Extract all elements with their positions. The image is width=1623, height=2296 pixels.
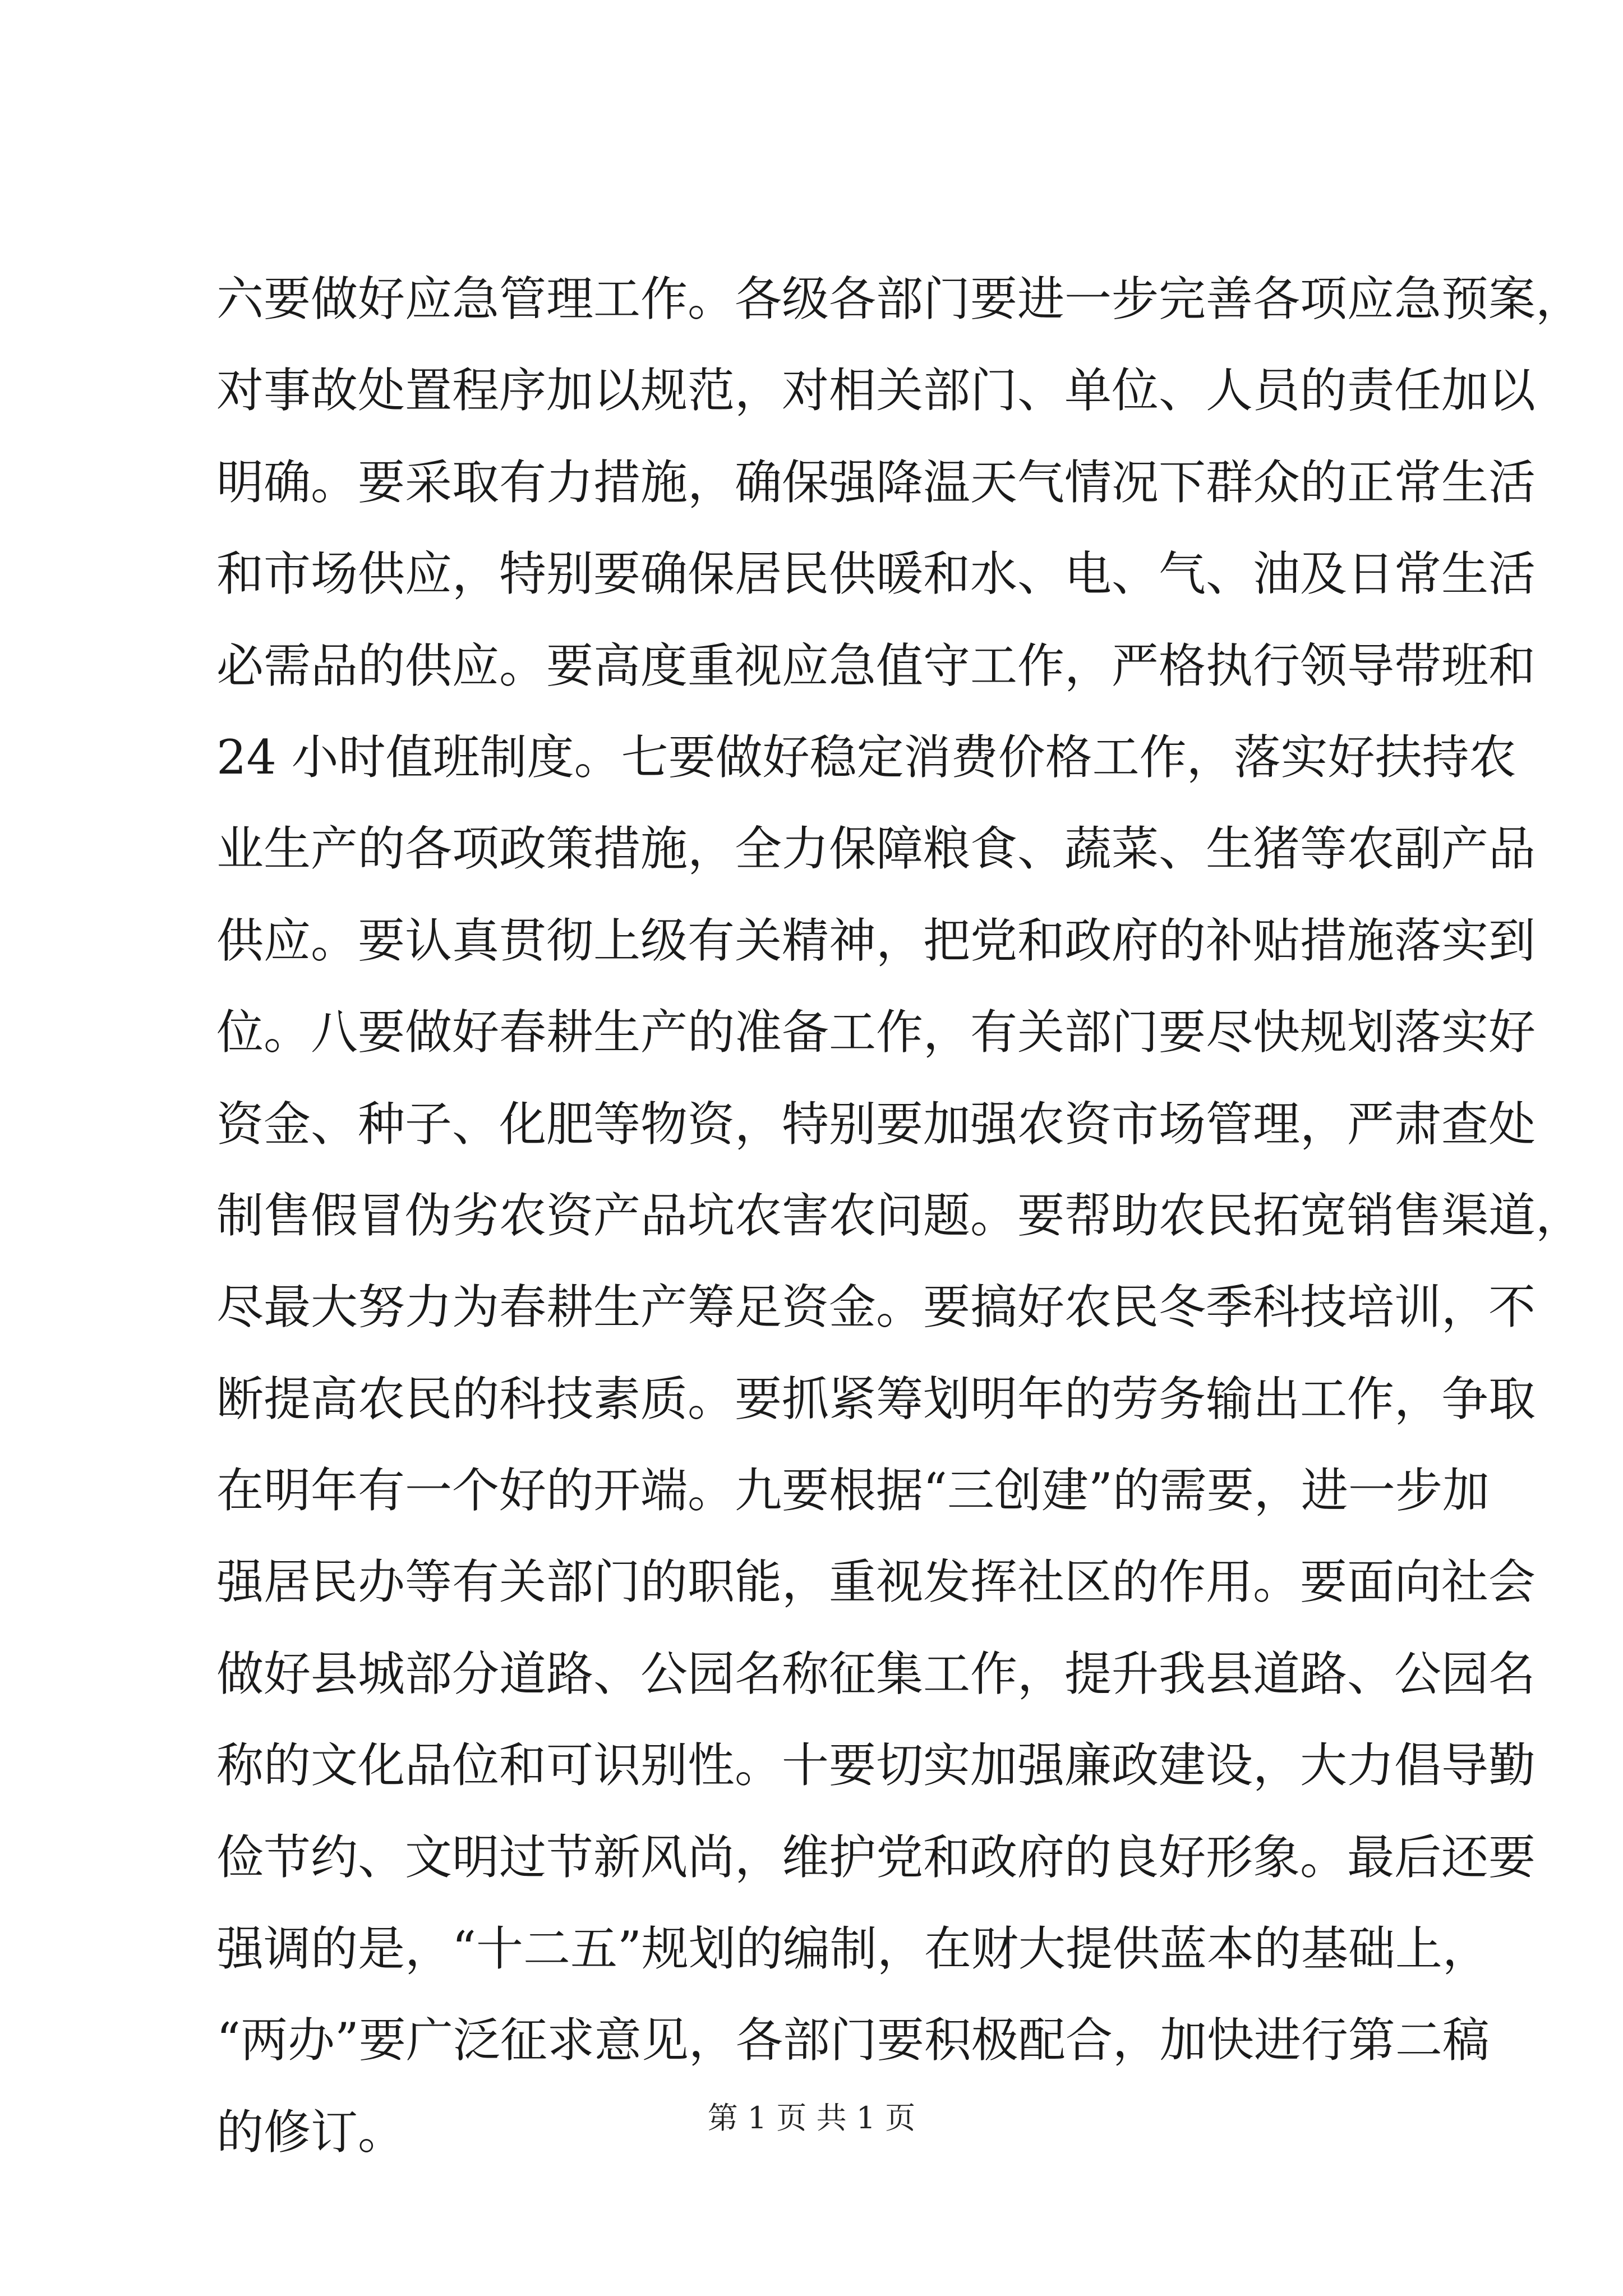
text-line: 尽最大努力为春耕生产筹足资金。要搞好农民冬季科技培训，不 [216,1280,1536,1335]
text-line: 业生产的各项政策措施，全力保障粮食、蔬菜、生猪等农副产品 [216,821,1536,877]
text-line: 六要做好应急管理工作。各级各部门要进一步完善各项应急预案， [216,272,1583,326]
text-line: 和市场供应，特别要确保居民供暖和水、电、气、油及日常生活 [216,546,1536,602]
text-line: 资金、种子、化肥等物资，特别要加强农资市场管理，严肃查处 [216,1096,1536,1152]
text-line: 强调的是，“十二五”规划的编制，在财大提供蓝本的基础上， [216,1921,1490,1977]
text-line: 必需品的供应。要高度重视应急值守工作，严格执行领导带班和 [216,638,1536,693]
text-line: 的修订。 [216,2104,405,2160]
text-line: 24 小时值班制度。七要做好稳定消费价格工作，落实好扶持农 [216,729,1516,785]
text-line: 俭节约、文明过节新风尚，维护党和政府的良好形象。最后还要 [216,1829,1536,1885]
text-line: 做好县城部分道路、公园名称征集工作，提升我县道路、公园名 [216,1646,1536,1701]
text-line: 断提高农民的科技素质。要抓紧筹划明年的劳务输出工作，争取 [216,1371,1536,1427]
body-paragraph [216,254,1583,2178]
text-line: 称的文化品位和可识别性。十要切实加强廉政建设，大力倡导勤 [216,1738,1536,1793]
text-line: “两办”要广泛征求意见，各部门要积极配合，加快进行第二稿 [216,2013,1490,2068]
text-line: 对事故处置程序加以规范，对相关部门、单位、人员的责任加以 [216,363,1536,418]
text-line: 明确。要采取有力措施，确保强降温天气情况下群众的正常生活 [216,454,1536,510]
text-line: 制售假冒伪劣农资产品坑农害农问题。要帮助农民拓宽销售渠道， [216,1188,1583,1243]
text-line: 强居民办等有关部门的职能，重视发挥社区的作用。要面向社会 [216,1554,1536,1610]
text-line: 位。八要做好春耕生产的准备工作，有关部门要尽快规划落实好 [216,1005,1536,1060]
page-number-footer: 第 1 页 共 1 页 [707,2100,916,2136]
text-line: 在明年有一个好的开端。九要根据“三创建”的需要，进一步加 [216,1463,1490,1519]
text-line: 供应。要认真贯彻上级有关精神，把党和政府的补贴措施落实到 [216,913,1536,968]
